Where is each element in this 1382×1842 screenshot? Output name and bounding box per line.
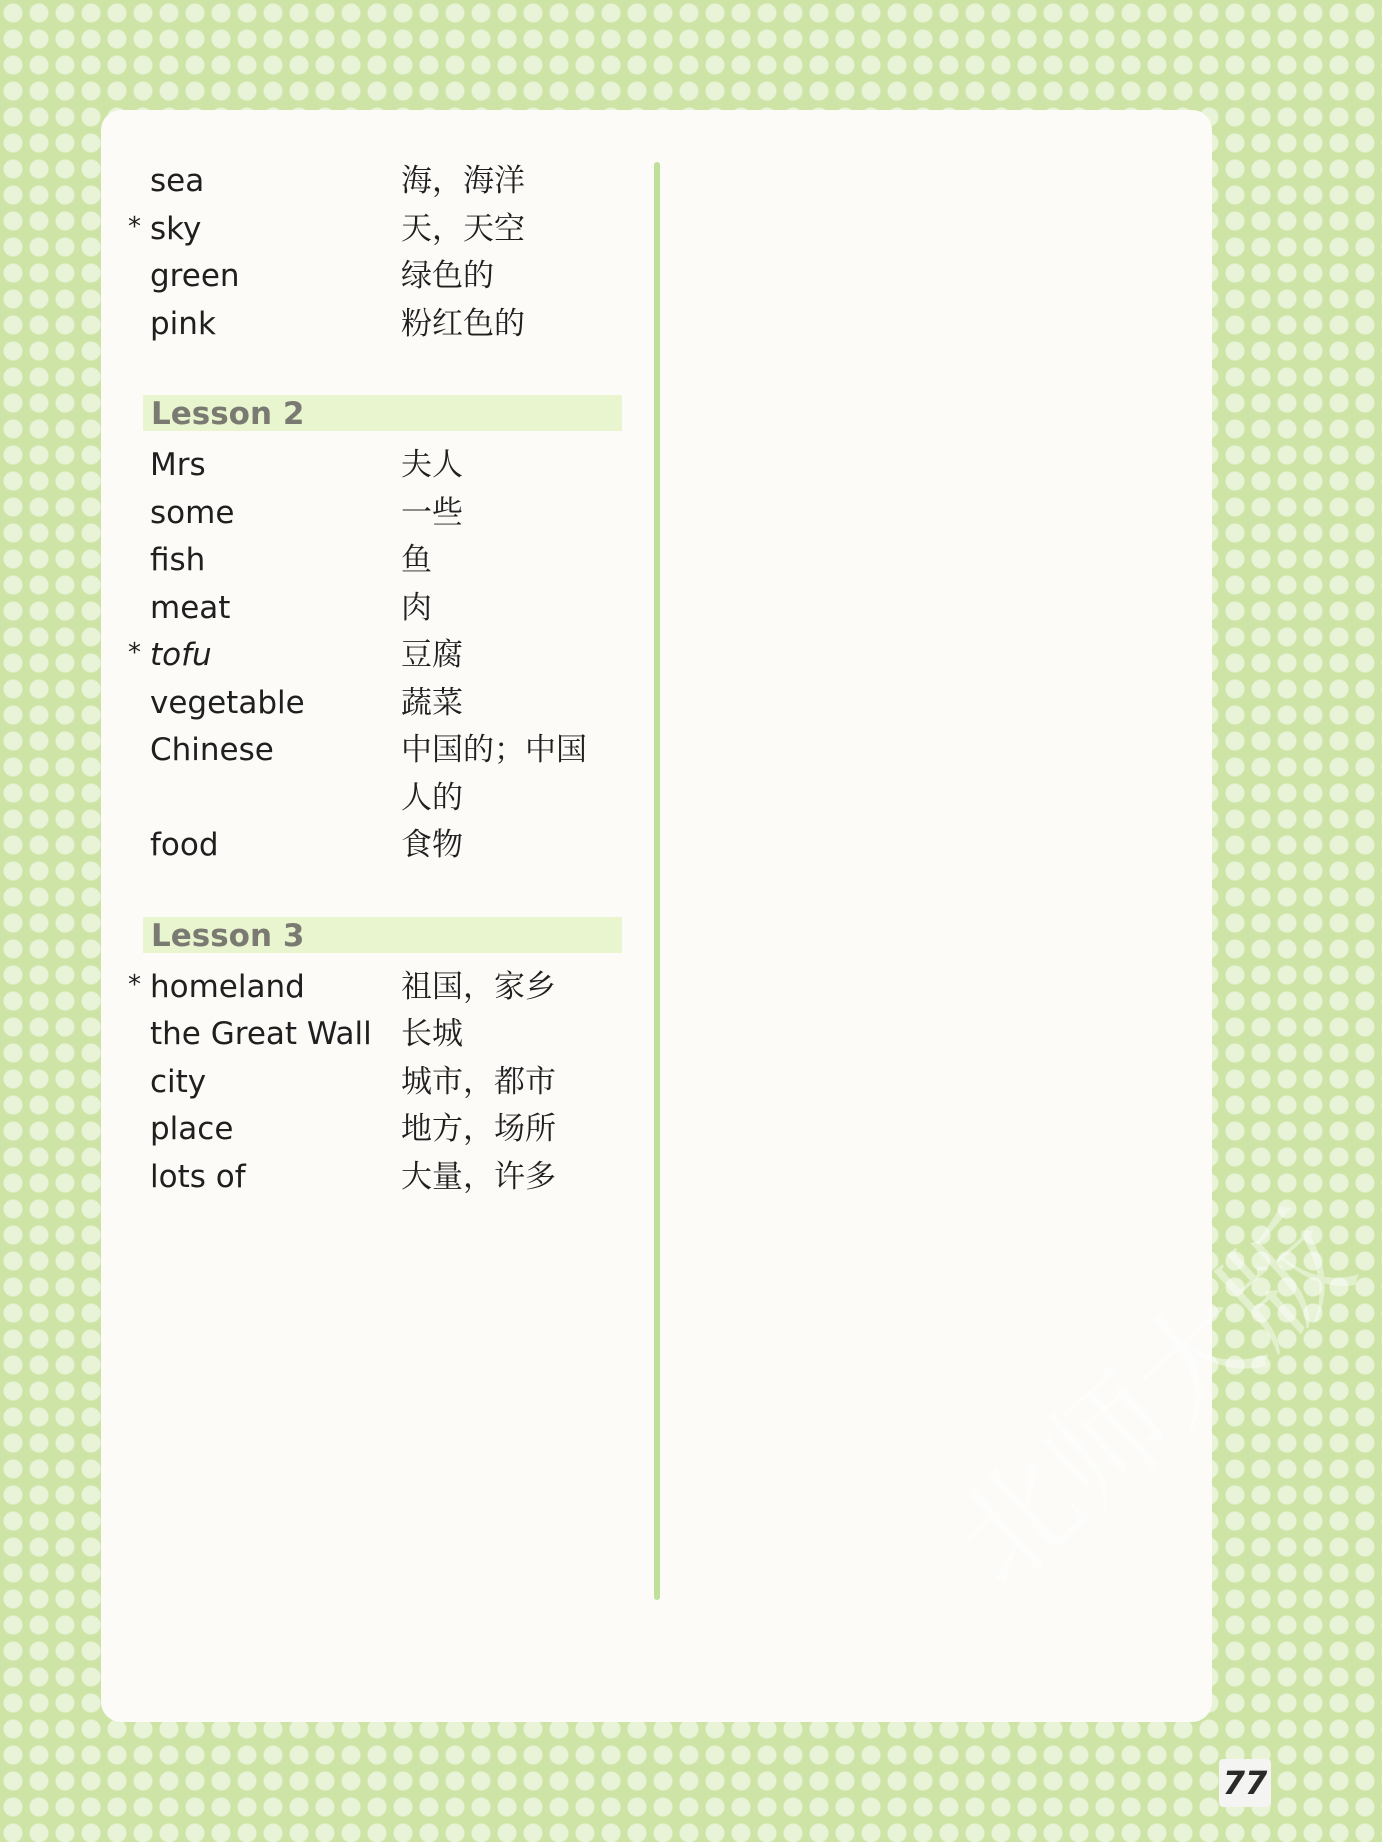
vocab-row	[101, 1154, 641, 1202]
vocab-row	[101, 964, 641, 1012]
chinese-meaning: 海，海洋	[401, 163, 525, 199]
lesson-3-header	[143, 917, 622, 953]
english-word: lots of	[150, 1158, 246, 1195]
english-word: tofu	[150, 637, 212, 673]
watermark: 北师大版	[928, 1188, 1378, 1614]
english-word: some	[150, 494, 235, 531]
english-word: sea	[150, 163, 205, 199]
lesson-title: Lesson 3	[151, 917, 305, 954]
page-number: 77	[1219, 1759, 1271, 1807]
chinese-meaning: 城市，都市	[401, 1063, 556, 1100]
column-divider	[654, 162, 660, 1600]
english-word: the Great Wall	[150, 1016, 372, 1052]
vocab-row	[101, 490, 641, 538]
vocab-row	[101, 1059, 641, 1107]
chinese-meaning: 长城	[401, 1016, 463, 1052]
vocab-row	[101, 301, 641, 349]
english-word: city	[150, 1063, 207, 1100]
vocab-row	[101, 822, 641, 870]
chinese-meaning: 大量，许多	[401, 1158, 556, 1195]
chinese-meaning: 祖国，家乡	[401, 968, 556, 1005]
vocab-row	[101, 680, 641, 728]
vocab-row	[101, 158, 641, 206]
chinese-meaning: 豆腐	[401, 637, 463, 673]
english-word: pink	[150, 305, 216, 342]
english-word: vegetable	[150, 684, 305, 721]
section-gap	[101, 870, 641, 917]
chinese-meaning: 夫人	[401, 447, 463, 483]
english-word: Chinese	[150, 732, 274, 768]
vocab-row	[101, 632, 641, 680]
chinese-meaning: 地方，场所	[401, 1111, 556, 1147]
star-mark: *	[128, 969, 141, 1000]
vocab-row	[101, 442, 641, 490]
english-word: Mrs	[150, 447, 206, 483]
english-word: fish	[150, 542, 206, 578]
lesson-2-header	[143, 395, 622, 431]
section-gap	[101, 348, 641, 395]
vocab-row	[101, 1011, 641, 1059]
english-word: meat	[150, 589, 231, 626]
chinese-meaning: 一些	[401, 494, 463, 531]
vocab-row	[101, 206, 641, 254]
vocabulary-column	[101, 158, 641, 1201]
english-word: food	[150, 827, 219, 863]
english-word: place	[150, 1111, 234, 1147]
chinese-meaning: 天，天空	[401, 210, 525, 247]
chinese-meaning: 食物	[401, 827, 463, 863]
english-word: green	[150, 258, 240, 294]
english-word: sky	[150, 210, 202, 247]
star-mark: *	[128, 638, 141, 668]
chinese-meaning: 粉红色的	[401, 305, 525, 342]
english-word: homeland	[150, 968, 305, 1005]
lesson-title: Lesson 2	[151, 396, 305, 432]
chinese-meaning-continued: 人的	[401, 779, 463, 816]
chinese-meaning: 肉	[401, 589, 432, 626]
vocab-row	[101, 1106, 641, 1154]
chinese-meaning: 中国的；中国	[401, 732, 587, 768]
vocab-row	[101, 537, 641, 585]
vocab-row	[101, 253, 641, 301]
chinese-meaning: 蔬菜	[401, 684, 463, 721]
chinese-meaning: 绿色的	[401, 258, 494, 294]
chinese-meaning: 鱼	[401, 542, 432, 578]
vocab-row	[101, 585, 641, 633]
vocab-row	[101, 727, 641, 822]
star-mark: *	[128, 211, 141, 242]
